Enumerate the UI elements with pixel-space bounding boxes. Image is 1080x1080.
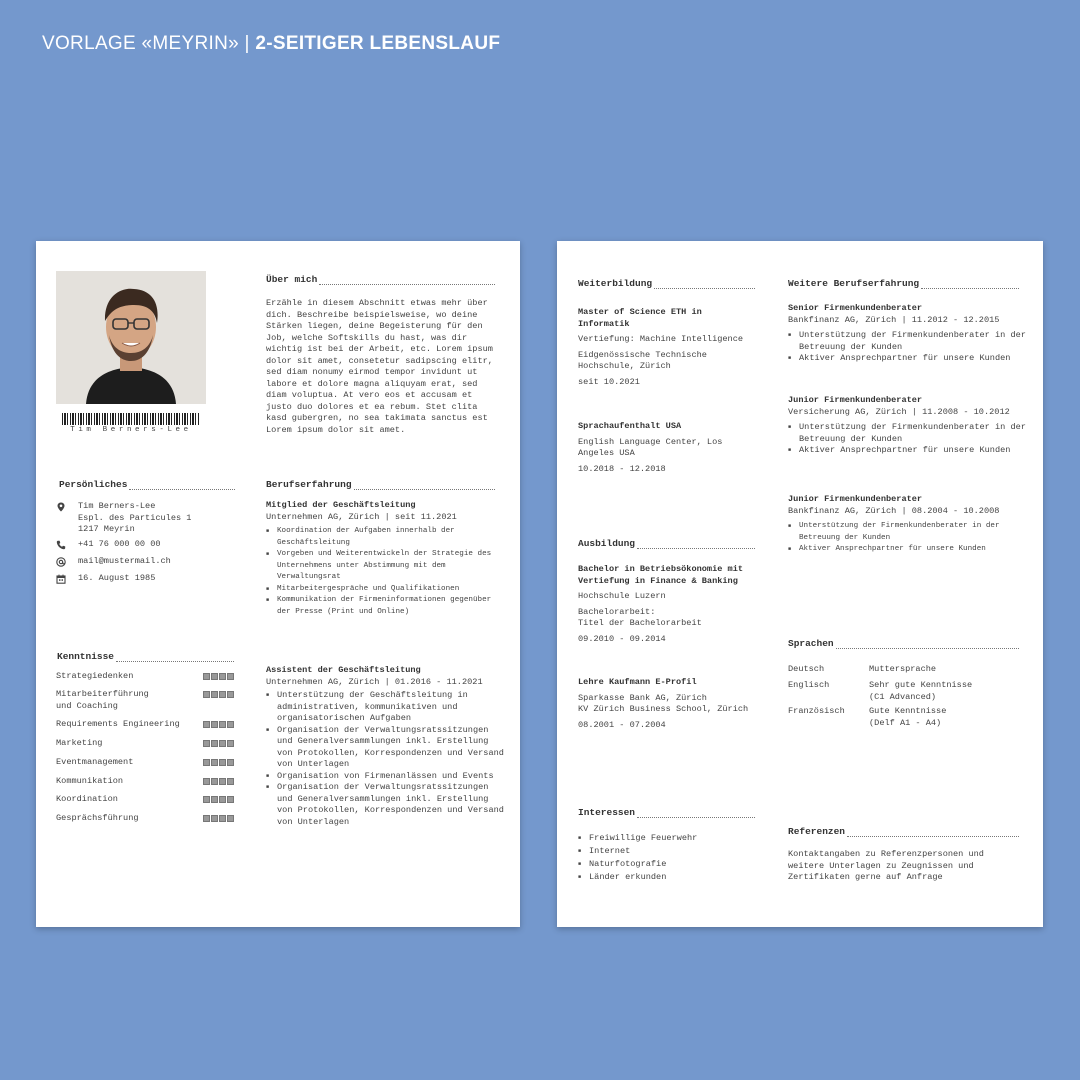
about-text: Erzähle in diesem Abschnitt etwas mehr über dich. Beschreibe beispielsweise, wo deine Stärken liegen, deine Begeisterung für den Job, welche Softskills du hast, was dir wichtig ist bei der Arbeit, etc. Lorem ipsum dolor sit amet, consetetur sadipscing elitr, sed diam nonumy eirmod tempor invidunt ut labore et dolore magna aliquyam erat, sed diam voluptua. At vero eos et accusam et justo duo dolores et ea rebum. Stet clita kasd gubergren, no sea takimata sanctus est Lorem ipsum dolor sit amet. [266,298,493,435]
personal-name: Tim Berners-Lee [78,501,156,511]
phone-row [56,539,161,551]
education-date: seit 10.2021 [578,376,640,387]
job-bullet: ■ Aktiver Ansprechpartner für unsere Kunden [788,353,1028,365]
job-bullet: ■ Aktiver Ansprechpartner für unsere Kunden [788,544,1028,556]
profile-photo [56,271,206,404]
interest-item: ■ Internet [578,845,758,858]
banner-template-name: VORLAGE «MEYRIN» | [42,33,256,54]
education-school: Hochschule Luzern [578,591,666,601]
phone-icon [56,540,66,550]
language-name: Französisch [788,706,845,716]
job-title: Senior Firmenkundenberater [788,303,923,313]
banner-subtitle: 2-SEITIGER LEBENSLAUF [255,33,501,54]
section-title-languages: Sprachen [788,638,1019,649]
skill-row [56,757,234,769]
job-title: Junior Firmenkundenberater [788,494,923,504]
rating-box [203,759,210,766]
job-title: Assistent der Geschäftsleitung [266,665,421,675]
rating-box [219,721,226,728]
rating-box [211,740,218,747]
job-bullet: ■ Mitarbeitergespräche und Qualifikationen [266,584,504,596]
skill-rating [203,759,234,766]
language-level: Sehr gute Kenntnisse (C1 Advanced) [869,680,973,702]
rating-box [211,815,218,822]
section-title-interests: Interessen [578,807,755,818]
job-bullets [266,526,504,618]
skill-rating [203,796,234,803]
section-title-references: Referenzen [788,826,1019,837]
skill-label: Mitarbeiterführung und Coaching [56,689,149,711]
education-entry [578,564,760,645]
education-date: 08.2001 - 07.2004 [578,719,666,730]
job-bullets [788,330,1028,365]
job-title: Mitglied der Geschäftsleitung [266,500,416,510]
cv-page-1 [36,241,520,927]
job-bullet: ■ Unterstützung der Geschäftsleitung in administrativen, kommunikativen und organisatorischen Aufgaben [266,690,504,725]
birthday-row [56,573,155,585]
skill-row [56,776,234,788]
job-meta: Versicherung AG, Zürich | 11.2008 - 10.2012 [788,406,1010,417]
language-row [788,664,936,676]
language-row [788,706,946,729]
job-bullet: ■ Organisation der Verwaltungsratssitzungen und Generalversammlungen inkl. Erstellung von Protokollen, Korrespondenzen und Versand von Unterlagen [266,725,504,771]
rating-box [219,673,226,680]
skill-row [56,689,234,712]
job-bullets [788,422,1028,457]
skill-row [56,813,234,825]
header-banner [42,33,500,55]
section-title-education: Ausbildung [578,538,755,549]
personal-email: mail@mustermail.ch [78,556,171,566]
interest-item: ■ Freiwillige Feuerwehr [578,832,758,845]
interest-item: ■ Länder erkunden [578,871,758,884]
job-bullet: ■ Kommunikation der Firmeninformationen gegenüber der Presse (Print und Online) [266,595,504,618]
section-title-skills: Kenntnisse [57,651,234,662]
skill-label: Kommunikation [56,776,124,786]
skill-label: Koordination [56,794,118,804]
rating-box [211,691,218,698]
rating-box [227,796,234,803]
personal-street: Espl. des Particules 1 [78,512,192,523]
education-school: Sparkasse Bank AG, Zürich KV Zürich Business School, Zürich [578,692,749,714]
education-title: Master of Science ETH in Informatik [578,307,702,329]
language-name: Deutsch [788,664,825,674]
skill-label: Gesprächsführung [56,813,139,823]
skill-label: Eventmanagement [56,757,134,767]
education-entry [578,421,758,475]
rating-box [219,759,226,766]
interests-list [578,832,758,884]
job-bullet: ■ Organisation der Verwaltungsratssitzungen und Generalversammlungen inkl. Erstellung von Protokollen, Korrespondenzen und Versand von Unterlagen [266,782,504,828]
job-meta: Bankfinanz AG, Zürich | 08.2004 - 10.2008 [788,505,1000,516]
skill-label: Requirements Engineering [56,719,180,729]
rating-box [211,721,218,728]
rating-box [211,778,218,785]
rating-box [227,721,234,728]
skill-rating [203,691,234,698]
skill-rating [203,815,234,822]
email-row [56,556,171,568]
job-bullet: ■ Unterstützung der Firmenkundenberater in der Betreuung der Kunden [788,521,1028,544]
rating-box [211,673,218,680]
education-entry [578,307,758,388]
education-focus: Vertiefung: Machine Intelligence [578,334,744,344]
rating-box [203,815,210,822]
education-title: Bachelor in Betriebsökonomie mit Vertiefung in Finance & Banking [578,564,744,586]
education-date: 10.2018 - 12.2018 [578,463,666,474]
rating-box [219,778,226,785]
job-entry [266,665,504,828]
rating-box [203,740,210,747]
rating-box [227,673,234,680]
job-bullets [788,521,1028,556]
rating-box [203,721,210,728]
personal-city: 1217 Meyrin [78,524,135,534]
job-bullet: ■ Koordination der Aufgaben innerhalb der Geschäftsleitung [266,526,504,549]
skill-rating [203,778,234,785]
skill-rating [203,740,234,747]
section-title-further-experience: Weitere Berufserfahrung [788,278,1019,289]
skill-row [56,794,234,806]
job-bullets [266,690,504,828]
rating-box [203,691,210,698]
rating-box [211,759,218,766]
rating-box [219,740,226,747]
language-name: Englisch [788,680,830,690]
job-entry [788,395,1028,457]
rating-box [219,815,226,822]
job-entry [266,500,504,618]
education-title: Lehre Kaufmann E-Profil [578,677,697,687]
rating-box [203,778,210,785]
rating-box [203,796,210,803]
personal-birthday: 16. August 1985 [78,573,156,583]
rating-box [219,691,226,698]
job-meta: Unternehmen AG, Zürich | 01.2016 - 11.2021 [266,676,483,687]
at-sign-icon [56,557,66,567]
education-entry [578,677,760,731]
barcode-image [62,413,200,425]
rating-box [203,673,210,680]
skill-row [56,671,234,683]
job-bullet: ■ Aktiver Ansprechpartner für unsere Kunden [788,445,1028,457]
personal-phone: +41 76 000 00 00 [78,539,161,549]
language-level: Muttersprache [869,664,937,674]
rating-box [227,815,234,822]
interest-item: ■ Naturfotografie [578,858,758,871]
job-bullet: ■ Organisation von Firmenanlässen und Events [266,771,504,783]
rating-box [211,796,218,803]
section-title-further-education: Weiterbildung [578,278,755,289]
education-title: Sprachaufenthalt USA [578,421,682,431]
job-title: Junior Firmenkundenberater [788,395,923,405]
education-date: 09.2010 - 09.2014 [578,633,666,644]
job-bullet: ■ Unterstützung der Firmenkundenberater in der Betreuung der Kunden [788,330,1028,353]
skill-row [56,719,234,731]
skill-label: Marketing [56,738,103,748]
job-entry [788,303,1028,365]
education-school: English Language Center, Los Angeles USA [578,436,723,458]
job-bullet: ■ Unterstützung der Firmenkundenberater in der Betreuung der Kunden [788,422,1028,445]
job-meta: Unternehmen AG, Zürich | seit 11.2021 [266,511,457,522]
barcode-name: Tim Berners-Lee [70,426,192,434]
skill-row [56,738,234,750]
section-title-about: Über mich [266,274,495,285]
cv-page-2 [557,241,1043,927]
section-title-personal: Persönliches [59,479,235,490]
rating-box [227,759,234,766]
skill-rating [203,673,234,680]
references-text: Kontaktangaben zu Referenzpersonen und weitere Unterlagen zu Zeugnissen und Zertifikaten gerne auf Anfrage [788,849,984,882]
job-entry [788,494,1028,556]
rating-box [219,796,226,803]
education-school: Eidgenössische Technische Hochschule, Zürich [578,349,707,371]
rating-box [227,691,234,698]
rating-box [227,778,234,785]
language-row [788,680,972,703]
job-meta: Bankfinanz AG, Zürich | 11.2012 - 12.2015 [788,314,1000,325]
skill-label: Strategiedenken [56,671,134,681]
rating-box [227,740,234,747]
language-level: Gute Kenntnisse (Delf A1 - A4) [869,706,947,728]
education-thesis: Bachelorarbeit: Titel der Bachelorarbeit [578,606,702,628]
skill-rating [203,721,234,728]
address-row [56,501,191,536]
location-pin-icon [56,502,66,512]
job-bullet: ■ Vorgeben und Weiterentwickeln der Strategie des Unternehmens unter Abstimmung mit dem Verwaltungsrat [266,549,504,584]
section-title-career: Berufserfahrung [266,479,495,490]
calendar-icon [56,574,66,584]
